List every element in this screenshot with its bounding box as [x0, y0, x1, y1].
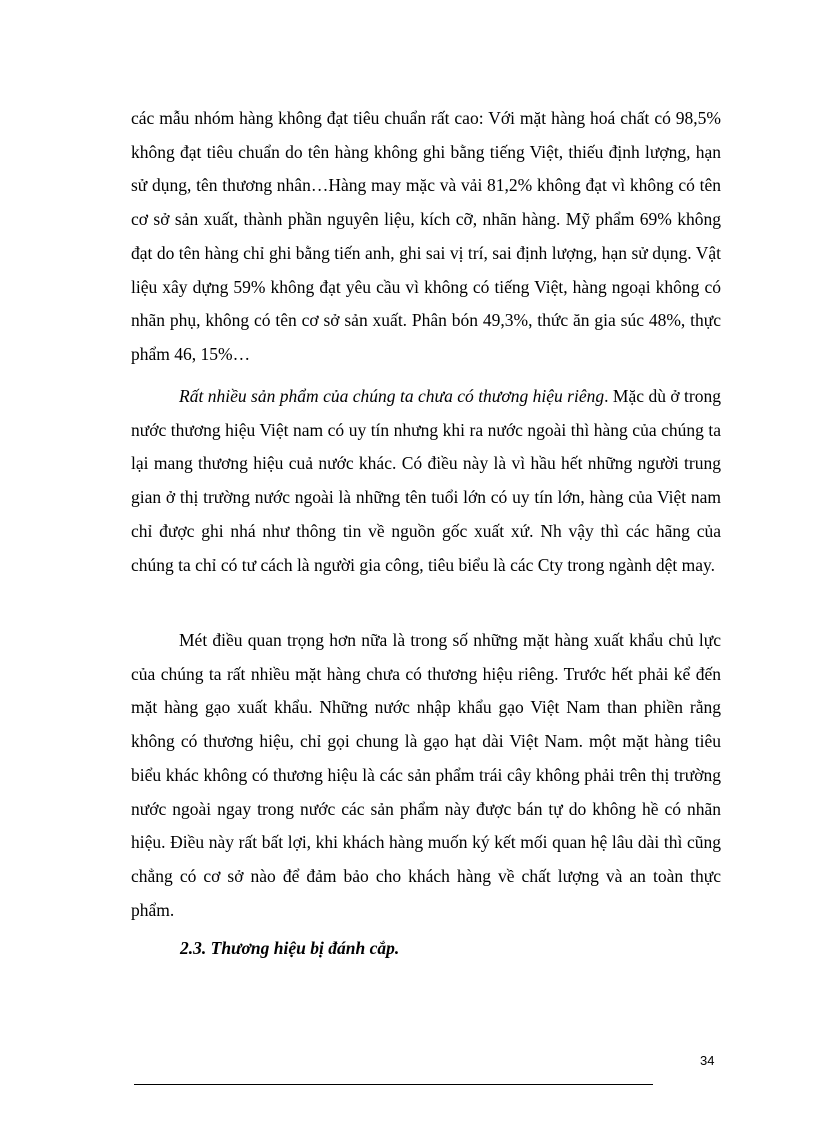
paragraph-2-italic-lead: Rất nhiều sản phẩm của chúng ta chưa có thương hiệu riêng [179, 386, 605, 406]
section-heading: 2.3. Thương hiệu bị đánh cắp. [180, 938, 400, 958]
paragraph-3-text: Mét điều quan trọng hơn nữa là trong số những mặt hàng xuất khẩu chủ lực của chúng ta rất nhiều mặt hàng chưa có thương hiệu riêng. Trước hết phải kể đến mặt hàng gạo xuất khẩu. Những nước nhập khẩu gạo Việt Nam than phiền rằng không có thương hiệu, chỉ gọi chung là gạo hạt dài Việt Nam. một mặt hàng tiêu biểu khác không có thương hiệu là các sản phẩm trái cây không phải trên thị trường nước ngoài ngay trong nước các sản phẩm này được bán tự do không hề có nhãn hiệu. Điều này rất bất lợi, khi khách hàng muốn ký kết mối quan hệ lâu dài thì cũng chẳng có cơ sở nào để đảm bảo cho khách hàng về chất lượng và an toàn thực phẩm. [131, 630, 721, 920]
paragraph-3 [131, 624, 721, 927]
page-number: 34 [700, 1053, 715, 1068]
paragraph-2-rest: . Mặc dù ở trong nước thương hiệu Việt nam có uy tín nhưng khi ra nước ngoài thì hàng của chúng ta lại mang thương hiệu cuả nước khác. Có điều này là vì hầu hết những người trung gian ở thị trường nước ngoài là những tên tuổi lớn có uy tín lớn, hàng của Việt nam chỉ được ghi nhá như thông tin về nguồn gốc xuất xứ. Nh vậy thì các hãng của chúng ta chỉ có tư cách là người gia công, tiêu biểu là các Cty trong ngành dệt may. [131, 386, 721, 575]
footer-divider [134, 1084, 653, 1085]
paragraph-1-text: các mẫu nhóm hàng không đạt tiêu chuẩn rất cao: Với mặt hàng hoá chất có 98,5% không đạt tiêu chuẩn do tên hàng không ghi bằng tiếng Việt, thiếu định lượng, hạn sử dụng, tên thương nhân…Hàng may mặc và vải 81,2% không đạt vì không có tên cơ sở sản xuất, thành phần nguyên liệu, kích cỡ, nhãn hàng. Mỹ phẩm 69% không đạt do tên hàng chỉ ghi bằng tiến anh, ghi sai vị trí, sai định lượng, hạn sử dụng. Vật liệu xây dựng 59% không đạt yêu cầu vì không có tiếng Việt, hàng ngoại không có nhãn phụ, không có tên cơ sở sản xuất. Phân bón 49,3%, thức ăn gia súc 48%, thực phẩm 46, 15%… [131, 108, 721, 364]
paragraph-2-text [131, 380, 721, 582]
paragraph-1 [131, 102, 721, 372]
paragraph-2 [131, 380, 721, 582]
